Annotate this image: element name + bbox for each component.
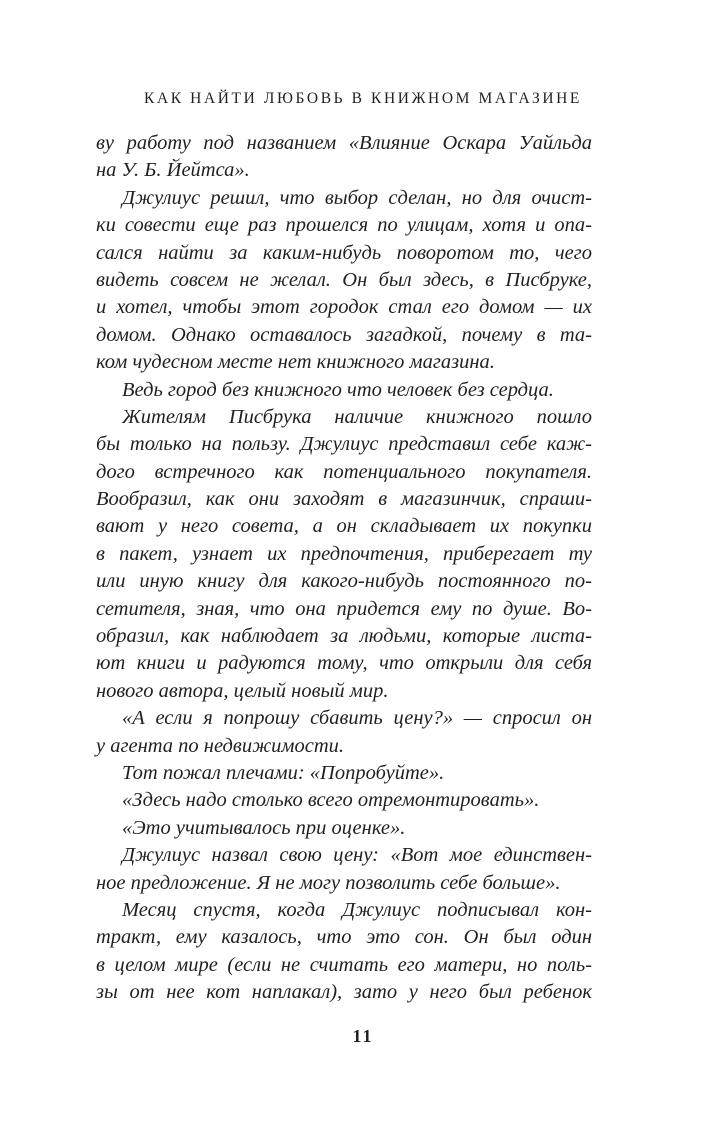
text-line: и хотел, чтобы этот городок стал его домом — их	[96, 296, 592, 319]
text-line: у агента по недвижимости.	[96, 734, 345, 757]
text-line: ву работу под названием «Влияние Оскара Уайльда	[96, 132, 592, 154]
text-line: на У. Б. Йейтса».	[96, 159, 250, 182]
running-head: КАК НАЙТИ ЛЮБОВЬ В КНИЖНОМ МАГАЗИНЕ	[144, 90, 582, 107]
text-line: «Здесь надо столько всего отремонтировать».	[122, 789, 540, 812]
text-line: вают у него совета, а он складывает их покупки	[96, 515, 592, 538]
text-line: бы только на пользу. Джулиус представил себе каж-	[96, 433, 592, 456]
text-line: Джулиус решил, что выбор сделан, но для очист-	[122, 186, 592, 209]
text-line: образил, как наблюдает за людьми, которые листа-	[96, 625, 592, 648]
text-line: нового автора, целый новый мир.	[96, 679, 389, 702]
text-line: зы от нее кот наплакал), зато у него был ребенок	[96, 981, 592, 1004]
text-line: сался найти за каким-нибудь поворотом то, чего	[96, 241, 592, 264]
text-line: «Это учитывалось при оценке».	[122, 816, 406, 839]
text-line: видеть совсем не желал. Он был здесь, в Писбруке,	[96, 268, 592, 291]
text-line: Жителям Писбрука наличие книжного пошло	[122, 405, 592, 428]
text-line: в пакет, узнает их предпочтения, приберегает ту	[96, 542, 592, 565]
text-line: Ведь город без книжного что человек без сердца.	[122, 378, 554, 401]
text-line: Тот пожал плечами: «Попробуйте».	[122, 761, 445, 784]
text-line: ком чудесном месте нет книжного магазина.	[96, 351, 495, 374]
text-line: «А если я попрошу сбавить цену?» — спросил он	[122, 707, 592, 730]
text-line: тракт, ему казалось, что это сон. Он был один	[96, 926, 592, 949]
text-line: домом. Однако оставалось загадкой, почему в та-	[96, 323, 592, 346]
page-number: 11	[352, 1026, 374, 1046]
body-text	[96, 130, 592, 1007]
text-line: Джулиус назвал свою цену: «Вот мое единствен-	[122, 844, 592, 867]
text-line: или иную книгу для какого-нибудь постоянного по-	[96, 570, 592, 593]
text-line: ют книги и радуются тому, что открыли для себя	[96, 652, 592, 675]
text-line: ное предложение. Я не могу позволить себе больше».	[96, 871, 561, 894]
text-line: Вообразил, как они заходят в магазинчик, спраши-	[96, 488, 592, 511]
text-line: сетителя, зная, что она придется ему по душе. Во-	[96, 597, 592, 620]
text-line: ки совести еще раз прошелся по улицам, хотя и опа-	[96, 214, 592, 237]
text-line: в целом мире (если не считать его матери, но поль-	[96, 953, 592, 976]
text-line: дого встречного как потенциального покупателя.	[96, 460, 592, 483]
text-line: Месяц спустя, когда Джулиус подписывал кон-	[122, 898, 592, 921]
